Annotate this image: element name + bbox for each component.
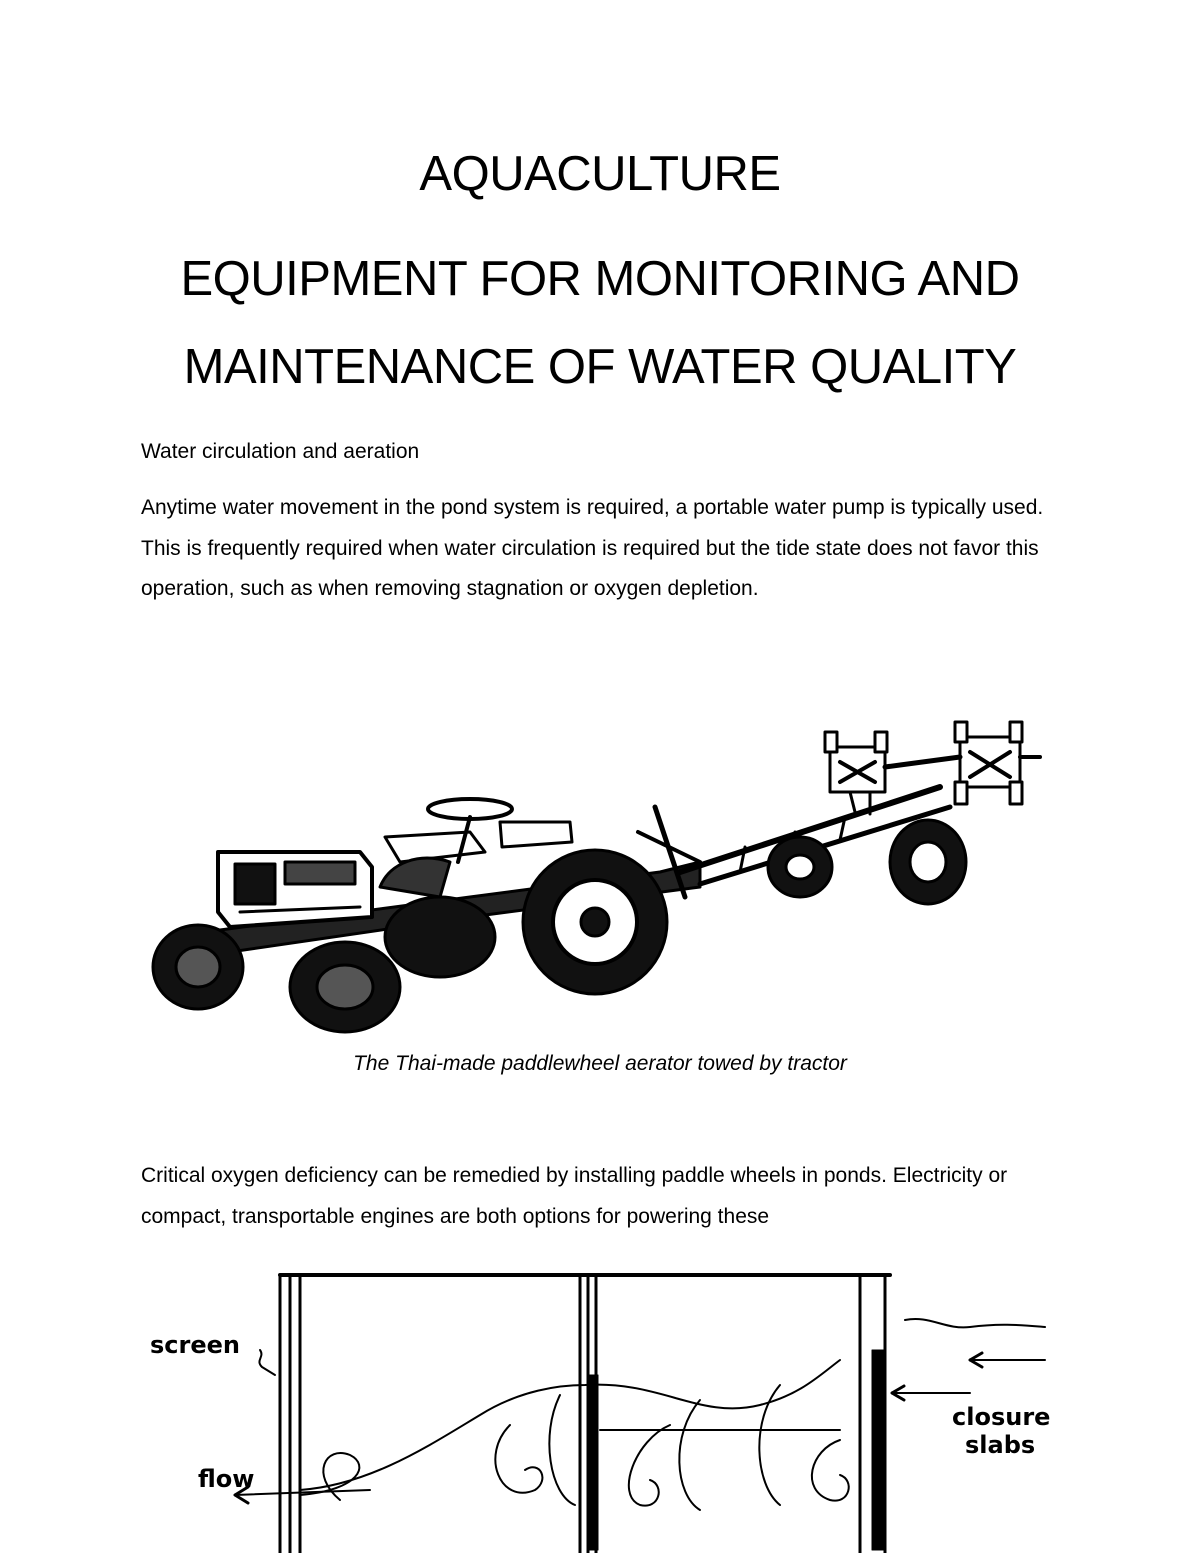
document-title-line-3: MAINTENANCE OF WATER QUALITY [183, 340, 1017, 394]
figure-1-caption: The Thai-made paddlewheel aerator towed by tractor [353, 1052, 847, 1075]
document-title-line-2: EQUIPMENT FOR MONITORING AND [180, 252, 1020, 306]
label-flow: flow [198, 1465, 255, 1493]
document-title-line-1: AQUACULTURE [419, 147, 781, 201]
sluice-gate-diagram [140, 1265, 1070, 1553]
label-closure: closure [952, 1403, 1051, 1431]
label-screen: screen [150, 1331, 240, 1359]
paragraph-paddle-wheels: Critical oxygen deficiency can be remedied by installing paddle wheels in ponds. Electricity or compact, transportable engines are both options for powering these [141, 1164, 1008, 1228]
tractor-aerator-illustration [140, 712, 1045, 1037]
section-heading: Water circulation and aeration [141, 440, 420, 463]
paragraph-pump: Anytime water movement in the pond system is required, a portable water pump is typically used. This is frequently required when water circulation is required but the tide state does not favor this operation, such as when removing stagnation or oxygen depletion. [141, 496, 1044, 600]
label-slabs: slabs [965, 1431, 1036, 1459]
